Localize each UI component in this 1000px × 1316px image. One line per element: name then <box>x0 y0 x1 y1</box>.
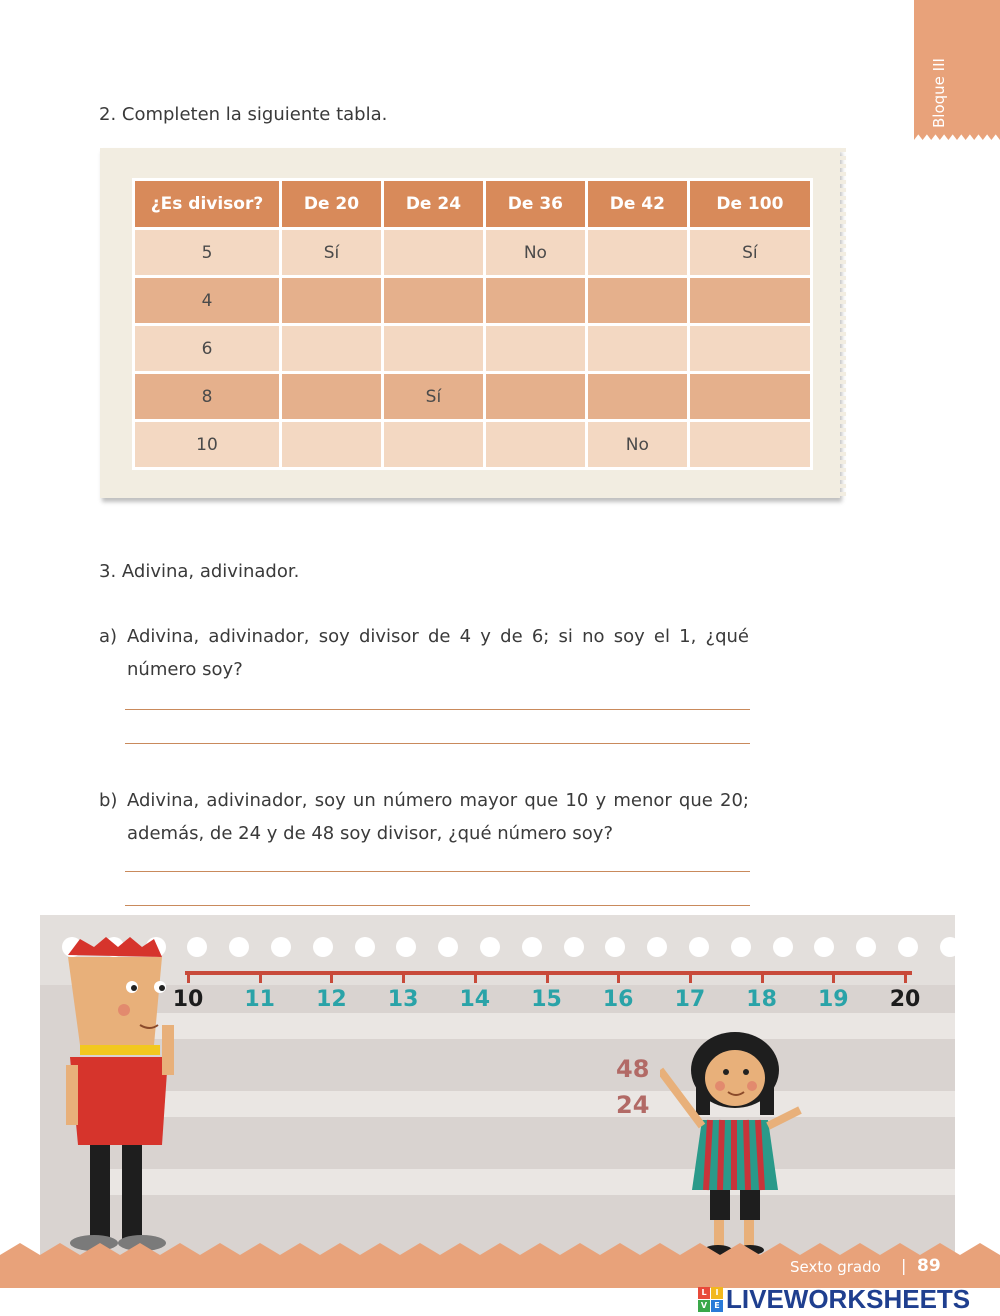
riddle-a-text: Adivina, adivinador, soy divisor de 4 y de 6; si no soy el 1, ¿qué número soy? <box>127 626 749 680</box>
header-cell: De 42 <box>588 181 687 227</box>
number-line-label: 15 <box>531 987 562 1012</box>
answer-cell[interactable] <box>282 278 381 323</box>
riddle-b-text: Adivina, adivinador, soy un número mayor que 10 y menor que 20; además, de 24 y de 48 soy divisor, ¿qué número soy? <box>127 790 749 844</box>
paper-hole <box>689 937 709 957</box>
paper-hole <box>731 937 751 957</box>
number-line-tick <box>904 971 907 983</box>
footer-grade: Sexto grado <box>790 1258 881 1276</box>
divisor-cell: 8 <box>135 374 279 419</box>
answer-cell[interactable] <box>690 326 810 371</box>
number-line-label: 16 <box>602 987 634 1012</box>
notebook-illustration <box>0 915 1000 1255</box>
header-cell: De 20 <box>282 181 381 227</box>
paper-hole <box>773 937 793 957</box>
answer-cell[interactable]: Sí <box>282 230 381 275</box>
table-row <box>135 374 810 419</box>
bloque-label: Bloque III <box>930 58 948 128</box>
answer-cell[interactable] <box>384 422 483 467</box>
table-row <box>135 278 810 323</box>
exercise-3-heading: 3. Adivina, adivinador. <box>99 561 300 582</box>
page-number: 89 <box>917 1256 941 1276</box>
logo-text: LIVEWORKSHEETS <box>726 1283 971 1314</box>
number-line-tick <box>330 971 333 983</box>
paper-stripe <box>110 1091 955 1117</box>
answer-cell[interactable] <box>282 422 381 467</box>
answer-cell[interactable] <box>588 230 687 275</box>
paper-hole <box>480 937 500 957</box>
answer-cell[interactable] <box>486 278 585 323</box>
answer-cell[interactable] <box>588 326 687 371</box>
number-line-tick <box>474 971 477 983</box>
footer-separator: | <box>901 1256 907 1275</box>
riddle-a <box>99 620 749 686</box>
girl-figure <box>660 1030 810 1255</box>
answer-line-a2[interactable] <box>125 743 750 744</box>
riddle-b <box>99 784 749 850</box>
answer-cell[interactable] <box>690 422 810 467</box>
answer-cell[interactable] <box>486 374 585 419</box>
logo-square: I <box>711 1287 723 1299</box>
number-line-label: 17 <box>674 987 706 1012</box>
number-line-label: 20 <box>889 987 921 1012</box>
paper-hole <box>898 937 918 957</box>
riddle-a-letter: a) <box>99 626 118 647</box>
paper-hole <box>940 937 960 957</box>
answer-line-b1[interactable] <box>125 871 750 872</box>
number-line-label: 14 <box>459 987 491 1012</box>
number-line-tick <box>259 971 262 983</box>
divisor-cell: 5 <box>135 230 279 275</box>
number-line-label: 10 <box>172 987 204 1012</box>
paper-hole <box>564 937 584 957</box>
divisor-cell: 10 <box>135 422 279 467</box>
number-line-label: 12 <box>316 987 347 1012</box>
bloque-tab <box>914 0 1000 140</box>
logo-square: L <box>698 1287 710 1299</box>
riddle-b-letter: b) <box>99 790 118 811</box>
answer-cell[interactable] <box>282 326 381 371</box>
label-48: 48 <box>616 1055 650 1083</box>
number-line-label: 11 <box>244 987 275 1012</box>
answer-cell[interactable] <box>384 326 483 371</box>
header-cell: De 36 <box>486 181 585 227</box>
divisor-cell: 6 <box>135 326 279 371</box>
paper-hole <box>313 937 333 957</box>
logo-square: E <box>711 1300 723 1312</box>
number-line-tick <box>761 971 764 983</box>
number-line <box>185 971 912 975</box>
table-header-row <box>135 181 810 227</box>
answer-cell[interactable]: Sí <box>384 374 483 419</box>
divisor-cell: 4 <box>135 278 279 323</box>
divisor-table <box>132 178 813 470</box>
header-cell: De 100 <box>690 181 810 227</box>
answer-cell[interactable] <box>588 278 687 323</box>
paper-stripe <box>110 1169 955 1195</box>
paper-hole <box>522 937 542 957</box>
answer-cell[interactable] <box>486 326 585 371</box>
answer-cell[interactable] <box>384 230 483 275</box>
number-line-tick <box>832 971 835 983</box>
number-line-label: 13 <box>387 987 419 1012</box>
table-row <box>135 422 810 467</box>
answer-cell[interactable] <box>690 278 810 323</box>
answer-cell[interactable]: No <box>486 230 585 275</box>
answer-cell[interactable] <box>690 374 810 419</box>
number-line-label: 19 <box>817 987 849 1012</box>
number-line-tick <box>402 971 405 983</box>
answer-cell[interactable] <box>486 422 585 467</box>
answer-cell[interactable]: Sí <box>690 230 810 275</box>
paper-hole <box>271 937 291 957</box>
logo-squares-icon <box>698 1287 723 1312</box>
paper-hole <box>355 937 375 957</box>
table-row <box>135 230 810 275</box>
table-row <box>135 326 810 371</box>
answer-line-b2[interactable] <box>125 905 750 906</box>
logo-square: V <box>698 1300 710 1312</box>
answer-cell[interactable] <box>384 278 483 323</box>
liveworksheets-logo <box>698 1284 970 1314</box>
number-line-label: 18 <box>746 987 777 1012</box>
boy-figure <box>50 935 190 1255</box>
label-24: 24 <box>616 1091 650 1119</box>
header-cell: De 24 <box>384 181 483 227</box>
answer-cell[interactable]: No <box>588 422 687 467</box>
header-cell: ¿Es divisor? <box>135 181 279 227</box>
answer-cell[interactable] <box>588 374 687 419</box>
paper-stripe <box>110 1013 955 1039</box>
number-line-tick <box>546 971 549 983</box>
answer-cell[interactable] <box>282 374 381 419</box>
answer-line-a1[interactable] <box>125 709 750 710</box>
exercise-2-heading: 2. Completen la siguiente tabla. <box>99 104 388 125</box>
number-line-tick <box>689 971 692 983</box>
number-line-tick <box>617 971 620 983</box>
